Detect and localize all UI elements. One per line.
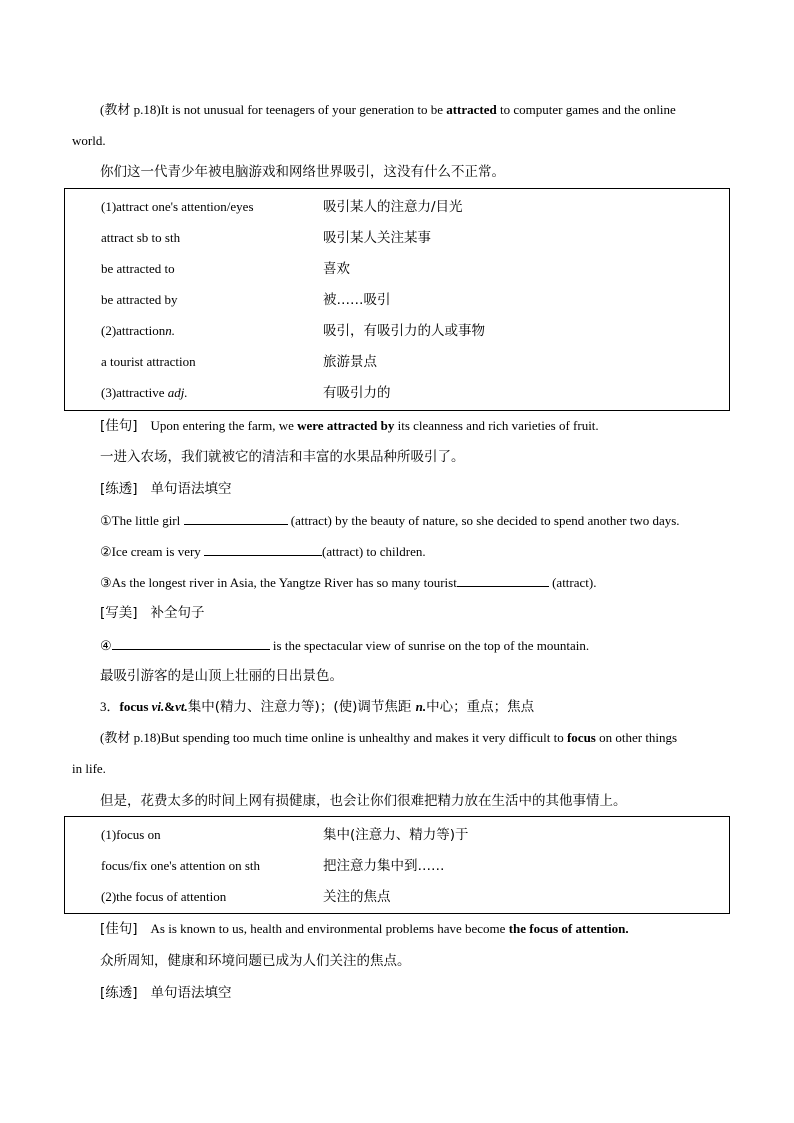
writing-heading: [写美] 补全句子 — [100, 605, 205, 621]
source-sentence-focus: (教材 p.18)But spending too much time online is unhealthy and makes it very difficult to focus on other things — [100, 730, 678, 745]
source-sentence-continuation: world. — [72, 133, 106, 148]
example-sentence: [佳句] Upon entering the farm, we were attracted by its cleanness and rich varieties of fruit. — [100, 418, 599, 434]
keyword-attracted: attracted — [446, 102, 497, 117]
exercise-heading: [练透] 单句语法填空 — [100, 985, 232, 1001]
example-translation: 众所周知，健康和环境问题已成为人们关注的焦点。 — [100, 953, 411, 969]
exercise-question-3: ③As the longest river in Asia, the Yangtze River has so many tourist (attract). — [100, 575, 597, 590]
word-entry-focus: 3．focus vi.&vt.集中(精力、注意力等)；(使)调节焦距 n.中心；重点；焦点 — [100, 699, 535, 715]
exercise-question-2: ②Ice cream is very (attract) to children. — [100, 544, 426, 559]
answer-blank[interactable] — [112, 636, 270, 650]
source-translation: 但是，花费太多的时间上网有损健康，也会让你们很难把精力放在生活中的其他事情上。 — [100, 793, 627, 809]
focus-phrase-box: (1)focus on 集中(注意力、精力等)于 focus/fix one's attention on sth 把注意力集中到…… (2)the focus of attention 关注的焦点 — [64, 816, 730, 914]
writing-question-4: ④ is the spectacular view of sunrise on the top of the mountain. — [100, 638, 590, 653]
writing-translation: 最吸引游客的是山顶上壮丽的日出景色。 — [100, 668, 343, 684]
example-translation: 一进入农场，我们就被它的清洁和丰富的水果品种所吸引了。 — [100, 449, 465, 465]
source-sentence-continuation: in life. — [72, 761, 106, 776]
source-sentence-attract: (教材 p.18)It is not unusual for teenagers of your generation to be attracted to computer games and the online — [100, 102, 676, 117]
exercise-question-1: ①The little girl (attract) by the beauty of nature, so she decided to spend another two days. — [100, 513, 680, 528]
exercise-heading: [练透] 单句语法填空 — [100, 481, 232, 497]
answer-blank[interactable] — [457, 573, 549, 587]
example-sentence: [佳句] As is known to us, health and environmental problems have become the focus of attention. — [100, 921, 629, 937]
source-translation: 你们这一代青少年被电脑游戏和网络世界吸引，这没有什么不正常。 — [100, 164, 505, 180]
attract-phrase-box: (1)attract one's attention/eyes 吸引某人的注意力/目光 attract sb to sth 吸引某人关注某事 be attracted to 喜欢 be attracted by 被……吸引 (2)attractionn. 吸引，有吸引力的人或事物 a tourist attraction 旅游景点 (3)attractive adj. 有吸引力的 — [64, 188, 730, 411]
answer-blank[interactable] — [184, 511, 288, 525]
answer-blank[interactable] — [204, 542, 322, 556]
